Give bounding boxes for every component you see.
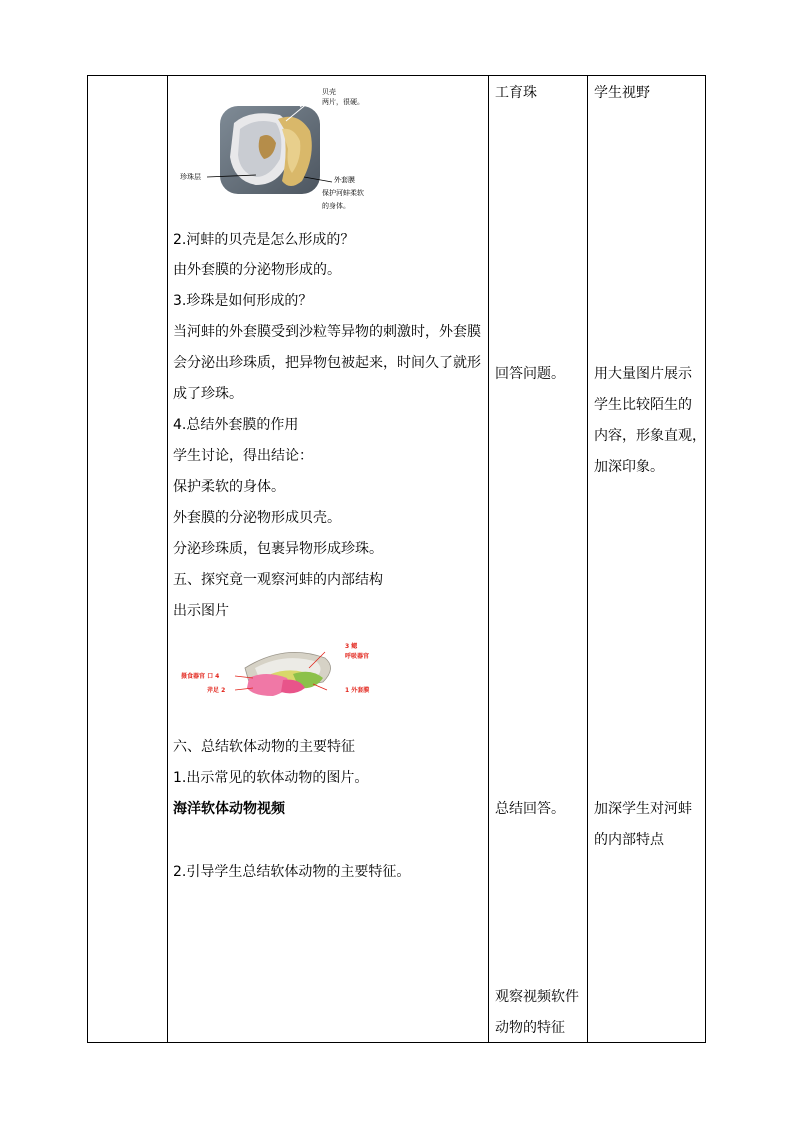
- col1-line: 成了珍珠。: [173, 386, 243, 402]
- lesson-table: [87, 75, 706, 1043]
- shell-label: 贝壳: [322, 88, 336, 96]
- foot-label: 斧足 2: [207, 687, 226, 694]
- col2-observe: 观察视频软件: [495, 989, 579, 1005]
- col3-purpose: 的内部特点: [594, 832, 664, 848]
- col3-purpose: 加深印象。: [594, 459, 664, 475]
- col3-purpose: 学生比较陌生的: [594, 397, 692, 413]
- nacre-label: 珍珠层: [180, 173, 201, 181]
- mussel-shell-illustration: [170, 85, 400, 220]
- column-divider: [587, 76, 588, 1042]
- col3-top: 学生视野: [594, 85, 650, 101]
- col3-purpose: 内容，形象直观，: [594, 428, 706, 444]
- col1-line: 当河蚌的外套膜受到沙粒等异物的刺激时，外套膜: [173, 324, 481, 340]
- column-divider: [488, 76, 489, 1042]
- col2-top: 工育珠: [495, 85, 537, 101]
- col3-purpose: 用大量图片展示: [594, 366, 692, 382]
- col1-line: 六、总结软体动物的主要特征: [173, 739, 355, 755]
- col1-line: 分泌珍珠质，包裹异物形成珍珠。: [173, 541, 383, 557]
- col1-line: 1.出示常见的软体动物的图片。: [173, 770, 369, 786]
- col1-line: 学生讨论，得出结论：: [173, 448, 313, 464]
- col1-line: 保护柔软的身体。: [173, 479, 285, 495]
- mussel-internal-figure: [175, 638, 395, 708]
- col3-purpose: 加深学生对河蚌: [594, 801, 692, 817]
- mantle-label-2: 1 外套膜: [345, 687, 370, 694]
- col2-summary: 总结回答。: [495, 801, 565, 817]
- col2-answer: 回答问题。: [495, 366, 565, 382]
- column-divider: [167, 76, 168, 1042]
- video-title: 海洋软体动物视频: [173, 801, 285, 817]
- gill-label: 3 鳃: [345, 643, 358, 650]
- col1-line: 4.总结外套膜的作用: [173, 417, 299, 433]
- mantle-label: 外套膜: [334, 176, 355, 184]
- col1-line: 2.河蚌的贝壳是怎么形成的？: [173, 232, 355, 248]
- mouth-label: 摄食器官 口 4: [181, 673, 220, 680]
- col1-line: 五、探究竟一观察河蚌的内部结构: [173, 572, 383, 588]
- col1-line: 会分泌出珍珠质，把异物包被起来，时间久了就形: [173, 355, 481, 371]
- col1-line: 外套膜的分泌物形成贝壳。: [173, 510, 341, 526]
- shell-description: 两片，很硬。: [322, 98, 364, 106]
- mantle-description-1: 保护河蚌柔软: [322, 189, 364, 197]
- col1-line: 2.引导学生总结软体动物的主要特征。: [173, 864, 411, 880]
- col1-line: 3.珍珠是如何形成的？: [173, 293, 313, 309]
- col1-line: 出示图片: [173, 603, 229, 619]
- mussel-shell-figure: [170, 85, 400, 220]
- col2-observe: 动物的特征: [495, 1020, 565, 1036]
- col1-line: 由外套膜的分泌物形成的。: [173, 262, 341, 278]
- gill-description: 呼吸器官: [345, 653, 370, 660]
- mantle-description-2: 的身体。: [322, 202, 350, 210]
